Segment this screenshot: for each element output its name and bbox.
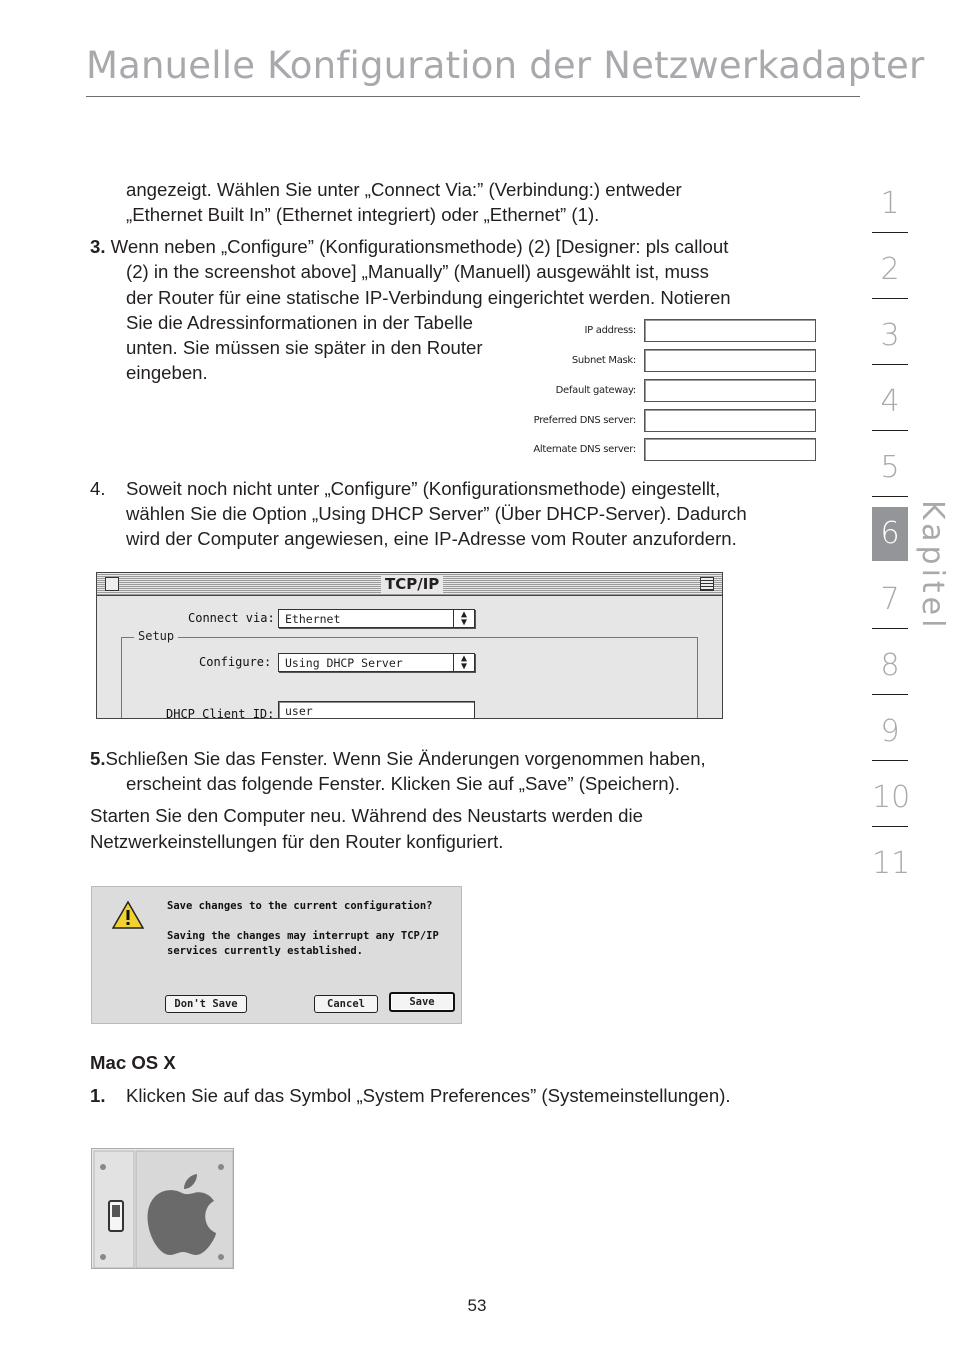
chapter-11[interactable]: 11 [872,846,911,881]
dont-save-button[interactable]: Don't Save [165,995,247,1013]
chapter-5[interactable]: 5 [880,450,900,485]
tcpip-window [96,572,723,719]
paragraph-line: (2) in the screenshot above] „Manually” (Manuell) ausgewählt ist, muss [126,261,709,282]
connect-via-value: Ethernet [285,612,341,626]
subnet-mask-label: Subnet Mask: [571,355,636,366]
paragraph-line: Sie die Adressinformationen in der Tabelle [126,312,473,333]
default-gateway-label: Default gateway: [555,385,636,396]
setup-label: Setup [134,629,178,643]
step-number: 1. [90,1085,106,1106]
subnet-mask-field[interactable] [644,349,816,372]
apple-switch-icon [92,1149,234,1269]
window-title: TCP/IP [381,575,443,593]
paragraph-line: Starten Sie den Computer neu. Während des Neustarts werden die [90,805,643,826]
step-text: Schließen Sie das Fenster. Wenn Sie Änderungen vorgenommen haben, [105,748,706,769]
connect-via-select[interactable] [278,609,475,628]
configure-value: Using DHCP Server [285,656,403,670]
paragraph-line: angezeigt. Wählen Sie unter „Connect Via:” (Verbindung:) entweder [126,179,682,200]
chapter-6-active[interactable]: 6 [872,507,908,561]
step-number: 3. [90,236,106,257]
collapse-box-icon[interactable] [700,577,714,591]
configure-select[interactable] [278,653,475,672]
dhcp-client-id-field[interactable]: user [278,701,475,719]
chapter-divider [872,694,908,695]
dialog-message: services currently established. [167,945,363,957]
step-3-first-line [90,234,728,259]
paragraph-line: wählen Sie die Option „Using DHCP Server” (Über DHCP-Server). Dadurch [126,503,747,524]
save-button[interactable]: Save [389,992,455,1012]
chapter-4[interactable]: 4 [880,384,900,419]
chapter-divider [872,232,908,233]
preferred-dns-label: Preferred DNS server: [533,415,636,426]
warning-icon [112,900,144,930]
chapter-10[interactable]: 10 [872,780,911,815]
section-heading: Mac OS X [90,1052,176,1073]
title-divider [86,96,860,97]
chapter-divider [872,760,908,761]
step-number: 4. [90,478,106,499]
paragraph-line: Klicken Sie auf das Symbol „System Preferences” (Systemeinstellungen). [126,1085,731,1106]
chapter-3[interactable]: 3 [880,318,900,353]
updown-arrow-icon: ▲ ▼ [453,654,474,672]
chapter-divider [872,826,908,827]
close-box-icon[interactable] [105,577,119,591]
ip-address-field[interactable] [644,319,816,342]
dialog-message: Saving the changes may interrupt any TCP/IP [167,930,439,942]
step-number: 5. [90,748,106,769]
preferred-dns-field[interactable] [644,409,816,432]
connect-via-label: Connect via: [188,611,275,625]
alternate-dns-label: Alternate DNS server: [533,444,636,455]
chapter-1[interactable]: 1 [880,186,900,221]
paragraph-line: Soweit noch nicht unter „Configure” (Konfigurationsmethode) eingestellt, [126,478,721,499]
chapter-2[interactable]: 2 [880,252,900,287]
paragraph-line: erscheint das folgende Fenster. Klicken Sie auf „Save” (Speichern). [126,773,680,794]
paragraph-line: unten. Sie müssen sie später in den Router [126,337,483,358]
save-changes-dialog [91,886,462,1024]
chapter-divider [872,628,908,629]
paragraph-line: wird der Computer angewiesen, eine IP-Adresse vom Router anzufordern. [126,528,737,549]
paragraph-line: Netzwerkeinstellungen für den Router konfiguriert. [90,831,504,852]
dhcp-client-id-label: DHCP Client ID: [166,707,275,719]
page-number: 53 [467,1296,487,1315]
paragraph-line: eingeben. [126,362,208,383]
system-preferences-icon[interactable] [91,1148,234,1269]
configure-label: Configure: [199,655,272,669]
chapter-7[interactable]: 7 [880,582,900,617]
chapter-divider [872,364,908,365]
step-5-first-line [90,746,706,771]
page-title: Manuelle Konfiguration der Netzwerkadapter [86,44,925,87]
kapitel-label: Kapitel [915,500,950,632]
chapter-divider [872,298,908,299]
paragraph-line: der Router für eine statische IP-Verbindung eingerichtet werden. Notieren [126,287,731,308]
cancel-button[interactable]: Cancel [314,995,378,1013]
chapter-9[interactable]: 9 [880,714,900,749]
alternate-dns-field[interactable] [644,438,816,461]
default-gateway-field[interactable] [644,379,816,402]
dialog-question: Save changes to the current configuration? [167,900,433,912]
updown-arrow-icon: ▲ ▼ [453,610,474,628]
chapter-divider [872,496,908,497]
step-text: Wenn neben „Configure” (Konfigurationsmethode) (2) [Designer: pls callout [105,236,729,257]
paragraph-line: „Ethernet Built In” (Ethernet integriert) oder „Ethernet” (1). [126,204,600,225]
window-titlebar[interactable] [97,573,722,596]
chapter-divider [872,430,908,431]
ip-address-label: IP address: [584,325,636,336]
chapter-8[interactable]: 8 [880,648,900,683]
